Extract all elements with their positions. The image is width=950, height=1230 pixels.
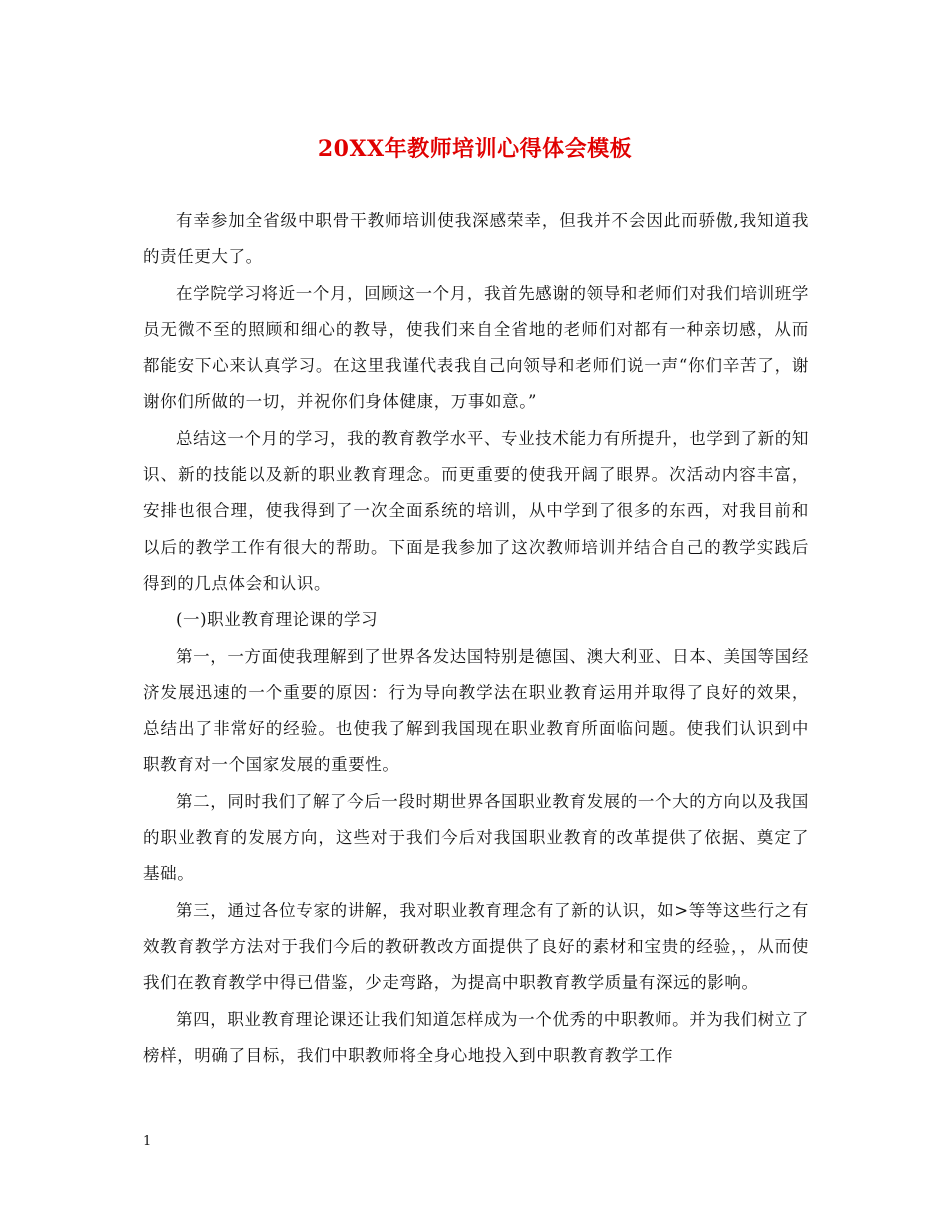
- paragraph-2: 在学院学习将近一个月，回顾这一个月，我首先感谢的领导和老师们对我们培训班学员无微不至的照顾和细心的教导，使我们来自全省地的老师们对都有一种亲切感，从而都能安下心来认真学习。在这里我谨代表我自己向领导和老师们说一声“你们辛苦了，谢谢你们所做的一切，并祝你们身体健康，万事如意。”: [143, 283, 809, 412]
- page-number: 1: [143, 1134, 152, 1149]
- paragraph-6: 第三，通过各位专家的讲解，我对职业教育理念有了新的认识，如>等等这些行之有效教育教学方法对于我们今后的教研教改方面提供了良好的素材和宝贵的经验，，从而使我们在教育教学中得已借鉴，少走弯路，为提高中职教育教学质量有深远的影响。: [143, 900, 809, 993]
- section-heading: (一)职业教育理论课的学习: [176, 610, 379, 630]
- paragraph-1: 有幸参加全省级中职骨干教师培训使我深感荣幸，但我并不会因此而骄傲,我知道我的责任更大了。: [143, 211, 809, 267]
- paragraph-4: 第一，一方面使我理解到了世界各发达国特别是德国、澳大利亚、日本、美国等国经济发展迅速的一个重要的原因：行为导向教学法在职业教育运用并取得了良好的效果，总结出了非常好的经验。也使我了解到我国现在职业教育所面临问题。使我们认识到中职教育对一个国家发展的重要性。: [143, 646, 809, 775]
- document-body: [143, 203, 809, 1074]
- paragraph-7: 第四，职业教育理论课还让我们知道怎样成为一个优秀的中职教师。并为我们树立了榜样，明确了目标，我们中职教师将全身心地投入到中职教育教学工作: [143, 1009, 809, 1065]
- paragraph-3: 总结这一个月的学习，我的教育教学水平、专业技术能力有所提升，也学到了新的知识、新的技能以及新的职业教育理念。而更重要的使我开阔了眼界。次活动内容丰富，安排也很合理，使我得到了一次全面系统的培训，从中学到了很多的东西，对我目前和以后的教学工作有很大的帮助。下面是我参加了这次教师培训并结合自己的教学实践后得到的几点体会和认识。: [143, 428, 809, 593]
- document-title: 20XX年教师培训心得体会模板: [317, 136, 633, 162]
- paragraph-5: 第二，同时我们了解了今后一段时期世界各国职业教育发展的一个大的方向以及我国的职业教育的发展方向，这些对于我们今后对我国职业教育的改革提供了依据、奠定了基础。: [143, 791, 809, 884]
